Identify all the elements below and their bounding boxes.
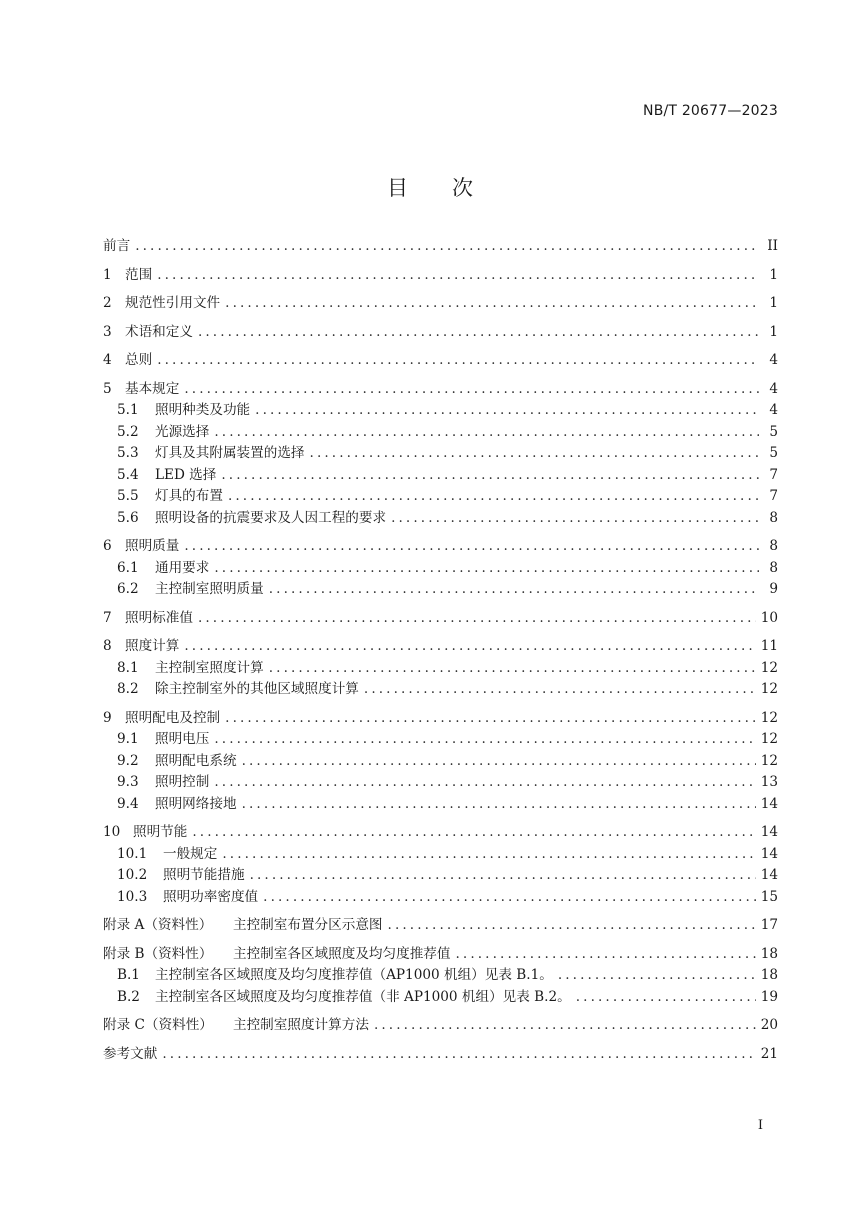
toc-entry[interactable] [103, 558, 778, 580]
toc-entry-number: B.2 [117, 988, 140, 1005]
toc-entry-number: 10 [103, 824, 121, 840]
toc-entry-label: 照明配电及控制 [125, 709, 221, 726]
table-of-contents [103, 236, 778, 1065]
toc-entry-label: 照度计算 [125, 638, 180, 654]
toc-entry-page: 19 [760, 988, 778, 1005]
toc-leader-dots [184, 379, 759, 401]
toc-entry-number: 10.2 [117, 867, 148, 883]
toc-entry[interactable] [103, 1015, 778, 1037]
toc-entry-label: 照明种类及功能 [155, 402, 251, 418]
toc-entry-label: 总则 [125, 352, 153, 368]
toc-entry[interactable] [103, 443, 778, 465]
toc-leader-dots [558, 965, 756, 987]
toc-leader-dots [214, 558, 759, 580]
toc-entry[interactable] [103, 658, 778, 680]
toc-entry-label: 照明标准值 [125, 609, 193, 626]
toc-leader-dots [228, 486, 759, 508]
toc-leader-dots [242, 751, 756, 773]
toc-entry-label: 灯具及其附属装置的选择 [155, 445, 305, 461]
toc-entry-label: 灯具的布置 [155, 488, 223, 504]
toc-entry-page: 4 [769, 380, 778, 397]
toc-entry[interactable] [103, 772, 778, 794]
toc-entry-label: 照明控制 [155, 774, 210, 790]
toc-leader-dots [225, 293, 759, 315]
toc-entry[interactable] [103, 915, 778, 937]
toc-entry-label: 除主控制室外的其他区域照度计算 [155, 681, 359, 697]
toc-leader-dots [157, 265, 759, 287]
toc-leader-dots [214, 772, 755, 794]
toc-entry-page: 20 [760, 1017, 778, 1033]
toc-entry-number: 2 [103, 295, 112, 311]
toc-entry[interactable] [103, 322, 778, 344]
toc-entry-number: 5 [103, 380, 112, 397]
toc-entry[interactable] [103, 265, 778, 287]
toc-entry-number: 8 [103, 638, 112, 654]
toc-entry-label: 主控制室各区域照度及均匀度推荐值（AP1000 机组）见表 B.1。 [155, 967, 553, 983]
toc-entry[interactable] [103, 236, 778, 258]
toc-entry-label: 照明设备的抗震要求及人因工程的要求 [155, 509, 387, 526]
toc-entry-page: 1 [769, 266, 778, 283]
toc-entry-page: 14 [760, 867, 778, 883]
toc-entry[interactable] [103, 965, 778, 987]
toc-leader-dots [225, 708, 756, 730]
toc-entry-label: 基本规定 [125, 380, 180, 397]
toc-leader-dots [198, 608, 756, 630]
toc-entry-page: 18 [760, 967, 778, 983]
toc-leader-dots [269, 658, 756, 680]
toc-leader-dots [157, 350, 759, 372]
toc-entry-page: 4 [769, 352, 778, 368]
toc-entry-number: 6.1 [117, 559, 139, 576]
standard-number: NB/T 20677—2023 [643, 103, 778, 119]
toc-leader-dots [269, 579, 759, 601]
toc-entry[interactable] [103, 794, 778, 816]
toc-entry-page: 17 [760, 917, 778, 933]
toc-entry-number: 10.1 [117, 845, 148, 862]
toc-entry-page: 15 [760, 888, 778, 905]
toc-title-char: 目 [387, 176, 408, 200]
toc-leader-dots [576, 987, 756, 1009]
toc-entry-number: 5.2 [117, 423, 139, 440]
toc-entry-label: LED 选择 [155, 466, 217, 483]
toc-entry-page: 8 [769, 509, 778, 526]
toc-entry-page: 14 [760, 824, 778, 840]
toc-entry-label: 照明网络接地 [155, 795, 237, 812]
toc-entry-label: 照明功率密度值 [163, 888, 259, 905]
toc-entry-number: 1 [103, 266, 112, 283]
toc-entry-label: 一般规定 [163, 845, 218, 862]
toc-entry-page: 5 [769, 445, 778, 461]
toc-entry-number: 9.4 [117, 795, 139, 812]
toc-entry-page: 7 [769, 488, 778, 504]
toc-entry-label: 照明配电系统 [155, 752, 237, 769]
toc-leader-dots [364, 679, 756, 701]
toc-entry-page: II [767, 238, 778, 254]
toc-entry-number: 附录 C（资料性） [103, 1017, 213, 1033]
toc-entry[interactable] [103, 486, 778, 508]
toc-entry-number: 5.3 [117, 445, 139, 461]
toc-entry[interactable] [103, 465, 778, 487]
toc-leader-dots [456, 944, 756, 966]
toc-entry-label: 范围 [125, 266, 153, 283]
toc-entry-page: 12 [760, 659, 778, 676]
toc-entry-number: 5.4 [117, 466, 139, 483]
toc-entry-number: 8.2 [117, 681, 139, 697]
toc-entry[interactable] [103, 579, 778, 601]
toc-entry[interactable] [103, 350, 778, 372]
toc-entry[interactable] [103, 1044, 778, 1066]
toc-entry-number: 9.2 [117, 752, 139, 769]
toc-entry-number: 3 [103, 323, 112, 340]
toc-entry-page: 13 [760, 774, 778, 790]
toc-entry[interactable] [103, 636, 778, 658]
toc-leader-dots [192, 822, 755, 844]
toc-entry[interactable] [103, 944, 778, 966]
toc-entry[interactable] [103, 987, 778, 1009]
page-number: I [757, 1118, 763, 1133]
toc-entry[interactable] [103, 422, 778, 444]
toc-leader-dots [391, 508, 759, 530]
toc-entry[interactable] [103, 608, 778, 630]
toc-entry[interactable] [103, 400, 778, 422]
toc-entry-label: 通用要求 [155, 559, 210, 576]
toc-entry-page: 1 [769, 295, 778, 311]
toc-entry[interactable] [103, 536, 778, 558]
toc-leader-dots [214, 729, 755, 751]
toc-entry-page: 1 [769, 323, 778, 340]
toc-leader-dots [388, 915, 756, 937]
toc-entry-label: 术语和定义 [125, 323, 193, 340]
toc-entry[interactable] [103, 751, 778, 773]
toc-entry-number: 10.3 [117, 888, 148, 905]
toc-entry-label: 规范性引用文件 [125, 295, 221, 311]
toc-leader-dots [310, 443, 759, 465]
toc-entry-label: 照明电压 [155, 731, 210, 747]
toc-entry-number: 附录 B（资料性） [103, 945, 213, 962]
toc-leader-dots [184, 536, 759, 558]
toc-entry-number: 7 [103, 609, 112, 626]
toc-entry-label: 前言 [103, 238, 131, 254]
toc-entry-page: 21 [760, 1045, 778, 1062]
toc-entry-number: 9 [103, 709, 112, 726]
toc-entry-label: 主控制室照度计算方法 [233, 1017, 369, 1033]
toc-entry[interactable] [103, 293, 778, 315]
toc-entry-label: 参考文献 [103, 1045, 158, 1062]
toc-leader-dots [214, 422, 759, 444]
toc-entry[interactable] [103, 379, 778, 401]
toc-entry-page: 12 [760, 731, 778, 747]
toc-title [0, 172, 860, 202]
toc-entry-label: 照明节能措施 [163, 867, 245, 883]
toc-entry[interactable] [103, 844, 778, 866]
toc-leader-dots [255, 400, 759, 422]
toc-leader-dots [250, 865, 756, 887]
toc-entry[interactable] [103, 822, 778, 844]
toc-entry-label: 主控制室各区域照度及均匀度推荐值（非 AP1000 机组）见表 B.2。 [155, 988, 571, 1005]
toc-leader-dots [135, 236, 759, 258]
toc-leader-dots [222, 844, 755, 866]
toc-entry[interactable] [103, 865, 778, 887]
toc-entry-page: 5 [769, 423, 778, 440]
toc-entry-page: 12 [760, 709, 778, 726]
toc-entry[interactable] [103, 729, 778, 751]
toc-entry-number: B.1 [117, 967, 140, 983]
toc-entry-page: 14 [760, 845, 778, 862]
toc-entry-label: 主控制室布置分区示意图 [233, 917, 383, 933]
toc-entry-number: 8.1 [117, 659, 139, 676]
toc-entry-page: 10 [760, 609, 778, 626]
toc-entry-label: 照明节能 [133, 824, 188, 840]
toc-leader-dots [242, 794, 756, 816]
toc-entry-number: 4 [103, 352, 112, 368]
toc-entry-number: 5.6 [117, 509, 139, 526]
toc-entry-number: 6 [103, 538, 112, 554]
toc-leader-dots [374, 1015, 756, 1037]
toc-entry[interactable] [103, 887, 778, 909]
toc-entry-page: 18 [760, 945, 778, 962]
toc-entry-page: 14 [760, 795, 778, 812]
toc-entry-page: 12 [760, 681, 778, 697]
toc-entry-label: 照明质量 [125, 538, 180, 554]
toc-entry-page: 4 [769, 402, 778, 418]
toc-entry-number: 附录 A（资料性） [103, 917, 213, 933]
toc-entry-page: 9 [769, 581, 778, 597]
toc-entry[interactable] [103, 708, 778, 730]
toc-entry-number: 9.1 [117, 731, 139, 747]
toc-entry-number: 6.2 [117, 581, 139, 597]
toc-leader-dots [184, 636, 755, 658]
toc-leader-dots [263, 887, 756, 909]
toc-entry-page: 8 [769, 559, 778, 576]
toc-entry-number: 9.3 [117, 774, 139, 790]
toc-entry-page: 12 [760, 752, 778, 769]
toc-entry-number: 5.1 [117, 402, 139, 418]
toc-entry-page: 11 [760, 638, 778, 654]
toc-entry[interactable] [103, 679, 778, 701]
toc-entry-page: 7 [769, 466, 778, 483]
toc-entry-label: 主控制室各区域照度及均匀度推荐值 [233, 945, 451, 962]
toc-leader-dots [221, 465, 759, 487]
toc-entry-page: 8 [769, 538, 778, 554]
toc-entry[interactable] [103, 508, 778, 530]
toc-entry-label: 光源选择 [155, 423, 210, 440]
toc-title-char: 次 [452, 176, 473, 200]
toc-entry-label: 主控制室照度计算 [155, 659, 264, 676]
toc-leader-dots [198, 322, 759, 344]
toc-leader-dots [162, 1044, 755, 1066]
toc-entry-number: 5.5 [117, 488, 139, 504]
toc-entry-label: 主控制室照明质量 [155, 581, 264, 597]
